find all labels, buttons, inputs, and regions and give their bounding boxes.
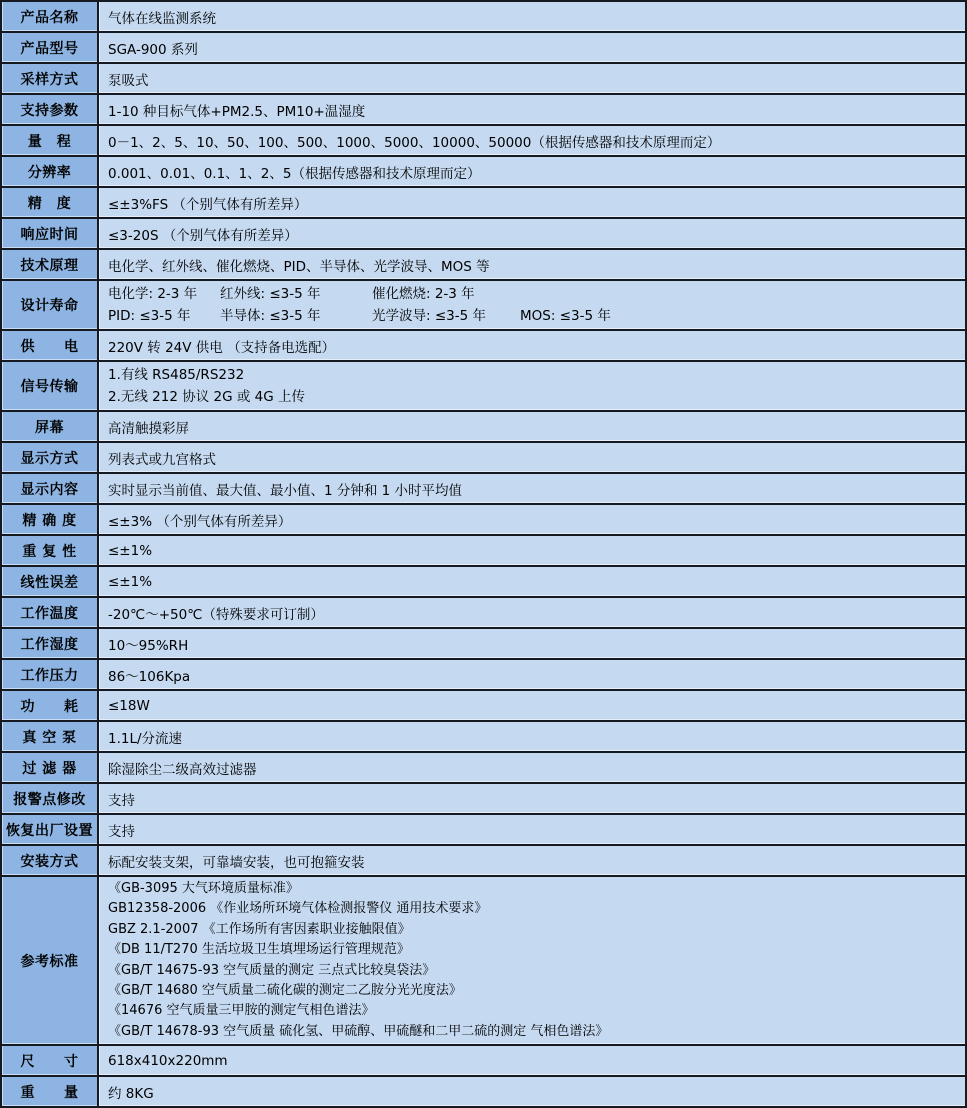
- spec-value-line: 《14676 空气质量三甲胺的测定气相色谱法》: [108, 1003, 375, 1019]
- spec-value: 10～95%RH: [98, 628, 966, 659]
- spec-label: 显示方式: [1, 442, 98, 473]
- spec-label: 功 耗: [1, 690, 98, 721]
- spec-label: 响应时间: [1, 218, 98, 249]
- spec-label: 信号传输: [1, 361, 98, 411]
- table-row: [1, 32, 966, 63]
- spec-value: 0.001、0.01、0.1、1、2、5（根据传感器和技术原理而定）: [98, 156, 966, 187]
- spec-label: 安装方式: [1, 845, 98, 876]
- spec-value: [98, 876, 966, 1045]
- table-row: [1, 535, 966, 566]
- table-row: [1, 1076, 966, 1107]
- table-row: [1, 814, 966, 845]
- spec-label: 量 程: [1, 125, 98, 156]
- spec-label: 分辨率: [1, 156, 98, 187]
- spec-value: 0－1、2、5、10、50、100、500、1000、5000、10000、50000（根据传感器和技术原理而定）: [98, 125, 966, 156]
- spec-value-line: GB12358-2006 《作业场所环境气体检测报警仪 通用技术要求》: [108, 901, 488, 917]
- spec-value-item: 光学波导: ≤3-5 年: [372, 308, 486, 324]
- spec-label: 参考标准: [1, 876, 98, 1045]
- spec-label: 工作压力: [1, 659, 98, 690]
- table-row: [1, 721, 966, 752]
- spec-value: ≤±3%FS （个别气体有所差异）: [98, 187, 966, 218]
- table-row: [1, 411, 966, 442]
- spec-value: [98, 361, 966, 411]
- spec-label: 产品型号: [1, 32, 98, 63]
- spec-value-item: 半导体: ≤3-5 年: [220, 308, 321, 324]
- spec-label: 恢复出厂设置: [1, 814, 98, 845]
- table-row: [1, 690, 966, 721]
- spec-value-line: 《DB 11/T270 生活垃圾卫生填埋场运行管理规范》: [108, 942, 410, 958]
- spec-value-line: GBZ 2.1-2007 《工作场所有害因素职业接触限值》: [108, 921, 411, 937]
- spec-value: 列表式或九宫格式: [98, 442, 966, 473]
- table-row: [1, 783, 966, 814]
- spec-value: 标配安装支架，可靠墙安装，也可抱箍安装: [98, 845, 966, 876]
- spec-label: 尺 寸: [1, 1045, 98, 1076]
- spec-value: 实时显示当前值、最大值、最小值、1 分钟和 1 小时平均值: [98, 473, 966, 504]
- table-row: [1, 566, 966, 597]
- spec-value: 618x410x220mm: [98, 1045, 966, 1076]
- spec-label: 精 度: [1, 187, 98, 218]
- spec-value: 支持: [98, 814, 966, 845]
- spec-value-line: 《GB/T 14675-93 空气质量的测定 三点式比较臭袋法》: [108, 962, 436, 978]
- spec-value: ≤±1%: [98, 566, 966, 597]
- table-row: [1, 1, 966, 32]
- spec-value: 220V 转 24V 供电 （支持备电选配）: [98, 330, 966, 361]
- spec-value: 支持: [98, 783, 966, 814]
- spec-value-item: 电化学: 2-3 年: [108, 286, 198, 302]
- table-row: [1, 504, 966, 535]
- spec-label: 精 确 度: [1, 504, 98, 535]
- spec-value: 约 8KG: [98, 1076, 966, 1107]
- spec-value: ≤3-20S （个别气体有所差异）: [98, 218, 966, 249]
- spec-value-line: 《GB/T 14678-93 空气质量 硫化氢、甲硫醇、甲硫醚和二甲二硫的测定 气相色谱法》: [108, 1023, 609, 1039]
- spec-value: 气体在线监测系统: [98, 1, 966, 32]
- spec-value-grid-line: [108, 283, 955, 305]
- table-row: [1, 156, 966, 187]
- spec-label: 供 电: [1, 330, 98, 361]
- spec-label: 报警点修改: [1, 783, 98, 814]
- spec-label: 重 量: [1, 1076, 98, 1107]
- spec-value-line: 《GB/T 14680 空气质量二硫化碳的测定二乙胺分光光度法》: [108, 983, 462, 999]
- spec-value: ≤±1%: [98, 535, 966, 566]
- spec-label: 工作温度: [1, 597, 98, 628]
- table-row: [1, 752, 966, 783]
- table-row: [1, 125, 966, 156]
- table-row: [1, 94, 966, 125]
- spec-value: -20℃～+50℃（特殊要求可订制）: [98, 597, 966, 628]
- spec-label: 工作湿度: [1, 628, 98, 659]
- spec-value: 泵吸式: [98, 63, 966, 94]
- table-row: [1, 628, 966, 659]
- spec-label: 采样方式: [1, 63, 98, 94]
- spec-value: 86～106Kpa: [98, 659, 966, 690]
- spec-label: 支持参数: [1, 94, 98, 125]
- table-row: [1, 473, 966, 504]
- table-row: [1, 845, 966, 876]
- table-row: [1, 280, 966, 330]
- spec-label: 线性误差: [1, 566, 98, 597]
- spec-label: 真 空 泵: [1, 721, 98, 752]
- spec-value-item: PID: ≤3-5 年: [108, 308, 191, 324]
- spec-value: 电化学、红外线、催化燃烧、PID、半导体、光学波导、MOS 等: [98, 249, 966, 280]
- spec-value: 高清触摸彩屏: [98, 411, 966, 442]
- spec-value-line: 1.有线 RS485/RS232: [108, 367, 245, 383]
- spec-label: 产品名称: [1, 1, 98, 32]
- spec-label: 重 复 性: [1, 535, 98, 566]
- table-row: [1, 597, 966, 628]
- spec-label: 屏幕: [1, 411, 98, 442]
- spec-value: SGA-900 系列: [98, 32, 966, 63]
- spec-value: 除湿除尘二级高效过滤器: [98, 752, 966, 783]
- table-row: [1, 187, 966, 218]
- spec-value-item: MOS: ≤3-5 年: [520, 308, 611, 324]
- spec-label: 过 滤 器: [1, 752, 98, 783]
- table-row: [1, 361, 966, 411]
- spec-value-grid-line: [108, 305, 955, 327]
- table-row: [1, 218, 966, 249]
- spec-label: 技术原理: [1, 249, 98, 280]
- spec-value-line: 2.无线 212 协议 2G 或 4G 上传: [108, 389, 305, 405]
- spec-label: 设计寿命: [1, 280, 98, 330]
- table-row: [1, 1045, 966, 1076]
- spec-value: 1-10 种目标气体+PM2.5、PM10+温湿度: [98, 94, 966, 125]
- table-row: [1, 63, 966, 94]
- table-row: [1, 249, 966, 280]
- spec-value: [98, 280, 966, 330]
- spec-value-item: 催化燃烧: 2-3 年: [372, 286, 475, 302]
- spec-value-item: 红外线: ≤3-5 年: [220, 286, 321, 302]
- spec-value: 1.1L/分流速: [98, 721, 966, 752]
- table-row: [1, 442, 966, 473]
- spec-label: 显示内容: [1, 473, 98, 504]
- table-row: [1, 330, 966, 361]
- table-row: [1, 876, 966, 1045]
- spec-table-body: [1, 1, 966, 1107]
- table-row: [1, 659, 966, 690]
- spec-value: ≤±3% （个别气体有所差异）: [98, 504, 966, 535]
- spec-value-line: 《GB-3095 大气环境质量标准》: [108, 881, 299, 896]
- spec-value: ≤18W: [98, 690, 966, 721]
